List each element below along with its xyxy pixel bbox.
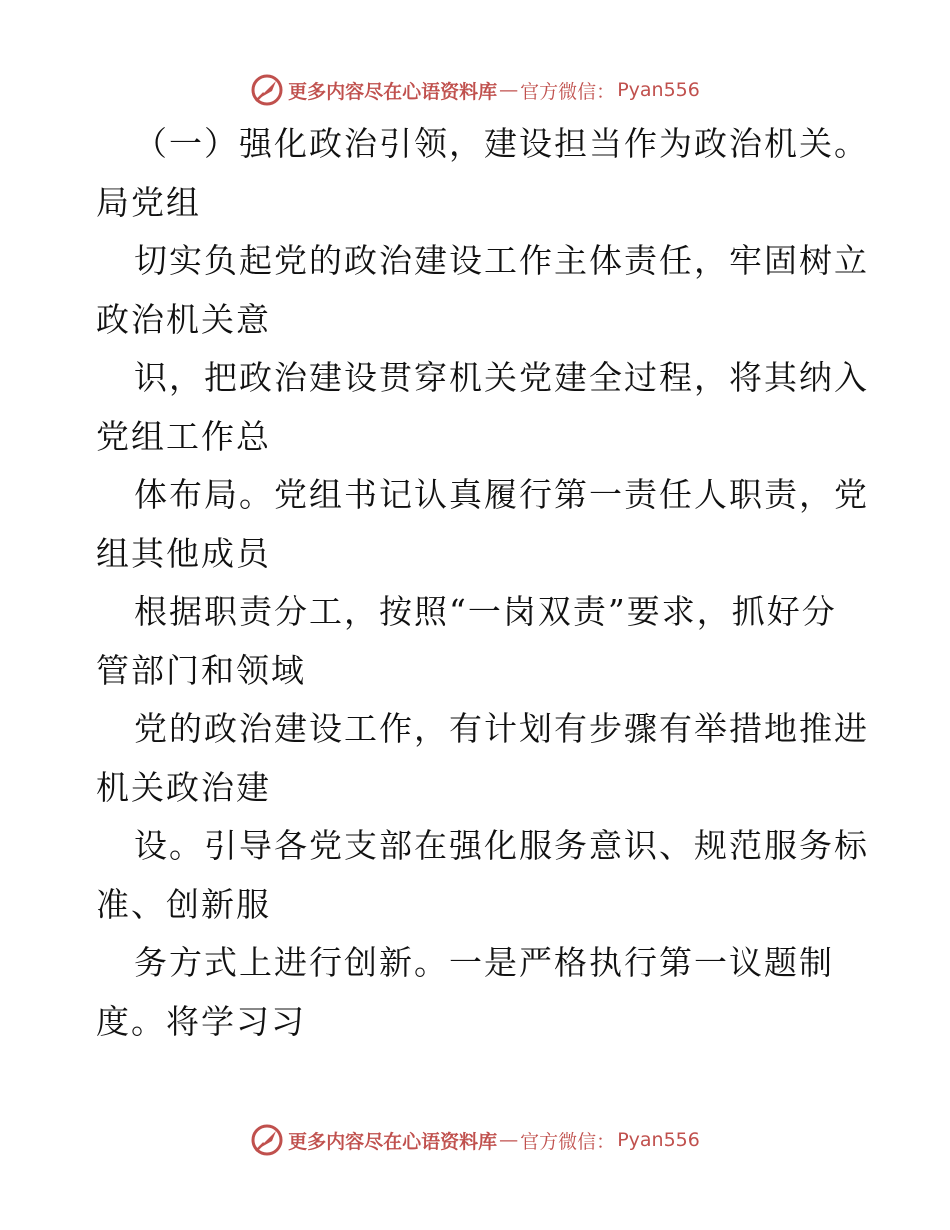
footer-watermark (0, 1120, 950, 1160)
watermark-wechat-label: 官方微信： (520, 1130, 616, 1153)
text-line: 党组工作总 (96, 416, 271, 456)
watermark-separator: — (499, 1129, 519, 1151)
header-watermark (0, 70, 950, 110)
text-line: 识，把政治建设贯穿机关党建全过程，将其纳入 (134, 358, 869, 397)
text-line: 局党组 (96, 182, 201, 222)
text-line: 组其他成员 (96, 533, 271, 573)
watermark-separator: — (499, 79, 519, 101)
text-line: 准、创新服 (96, 884, 271, 924)
text-line: 机关政治建 (96, 767, 271, 807)
text-line: 党的政治建设工作，有计划有步骤有举措地推进 (134, 709, 869, 748)
text-line: 根据职责分工，按照“一岗双责”要求，抓好分 (134, 592, 837, 631)
text-line: 务方式上进行创新。一是严格执行第一议题制 (134, 943, 834, 982)
text-line: 体布局。党组书记认真履行第一责任人职责，党 (134, 475, 869, 514)
text-line: 设。引导各党支部在强化服务意识、规范服务标 (134, 826, 869, 865)
text-line: 政治机关意 (96, 299, 271, 339)
watermark-wechat-id: Pyan556 (617, 1129, 700, 1151)
feather-pen-logo-icon (250, 73, 284, 107)
text-line: 管部门和领域 (96, 650, 306, 690)
document-body (96, 115, 869, 1051)
watermark-wechat-label: 官方微信： (520, 80, 616, 103)
feather-pen-logo-icon (250, 1123, 284, 1157)
text-line: 切实负起党的政治建设工作主体责任，牢固树立 (134, 241, 869, 280)
watermark-title: 更多内容尽在心语资料库 (288, 1130, 498, 1153)
watermark-wechat-id: Pyan556 (617, 79, 700, 101)
watermark-title: 更多内容尽在心语资料库 (288, 80, 498, 103)
text-line: 度。将学习习 (96, 1001, 306, 1041)
text-line: （一）强化政治引领，建设担当作为政治机关。 (134, 124, 869, 163)
